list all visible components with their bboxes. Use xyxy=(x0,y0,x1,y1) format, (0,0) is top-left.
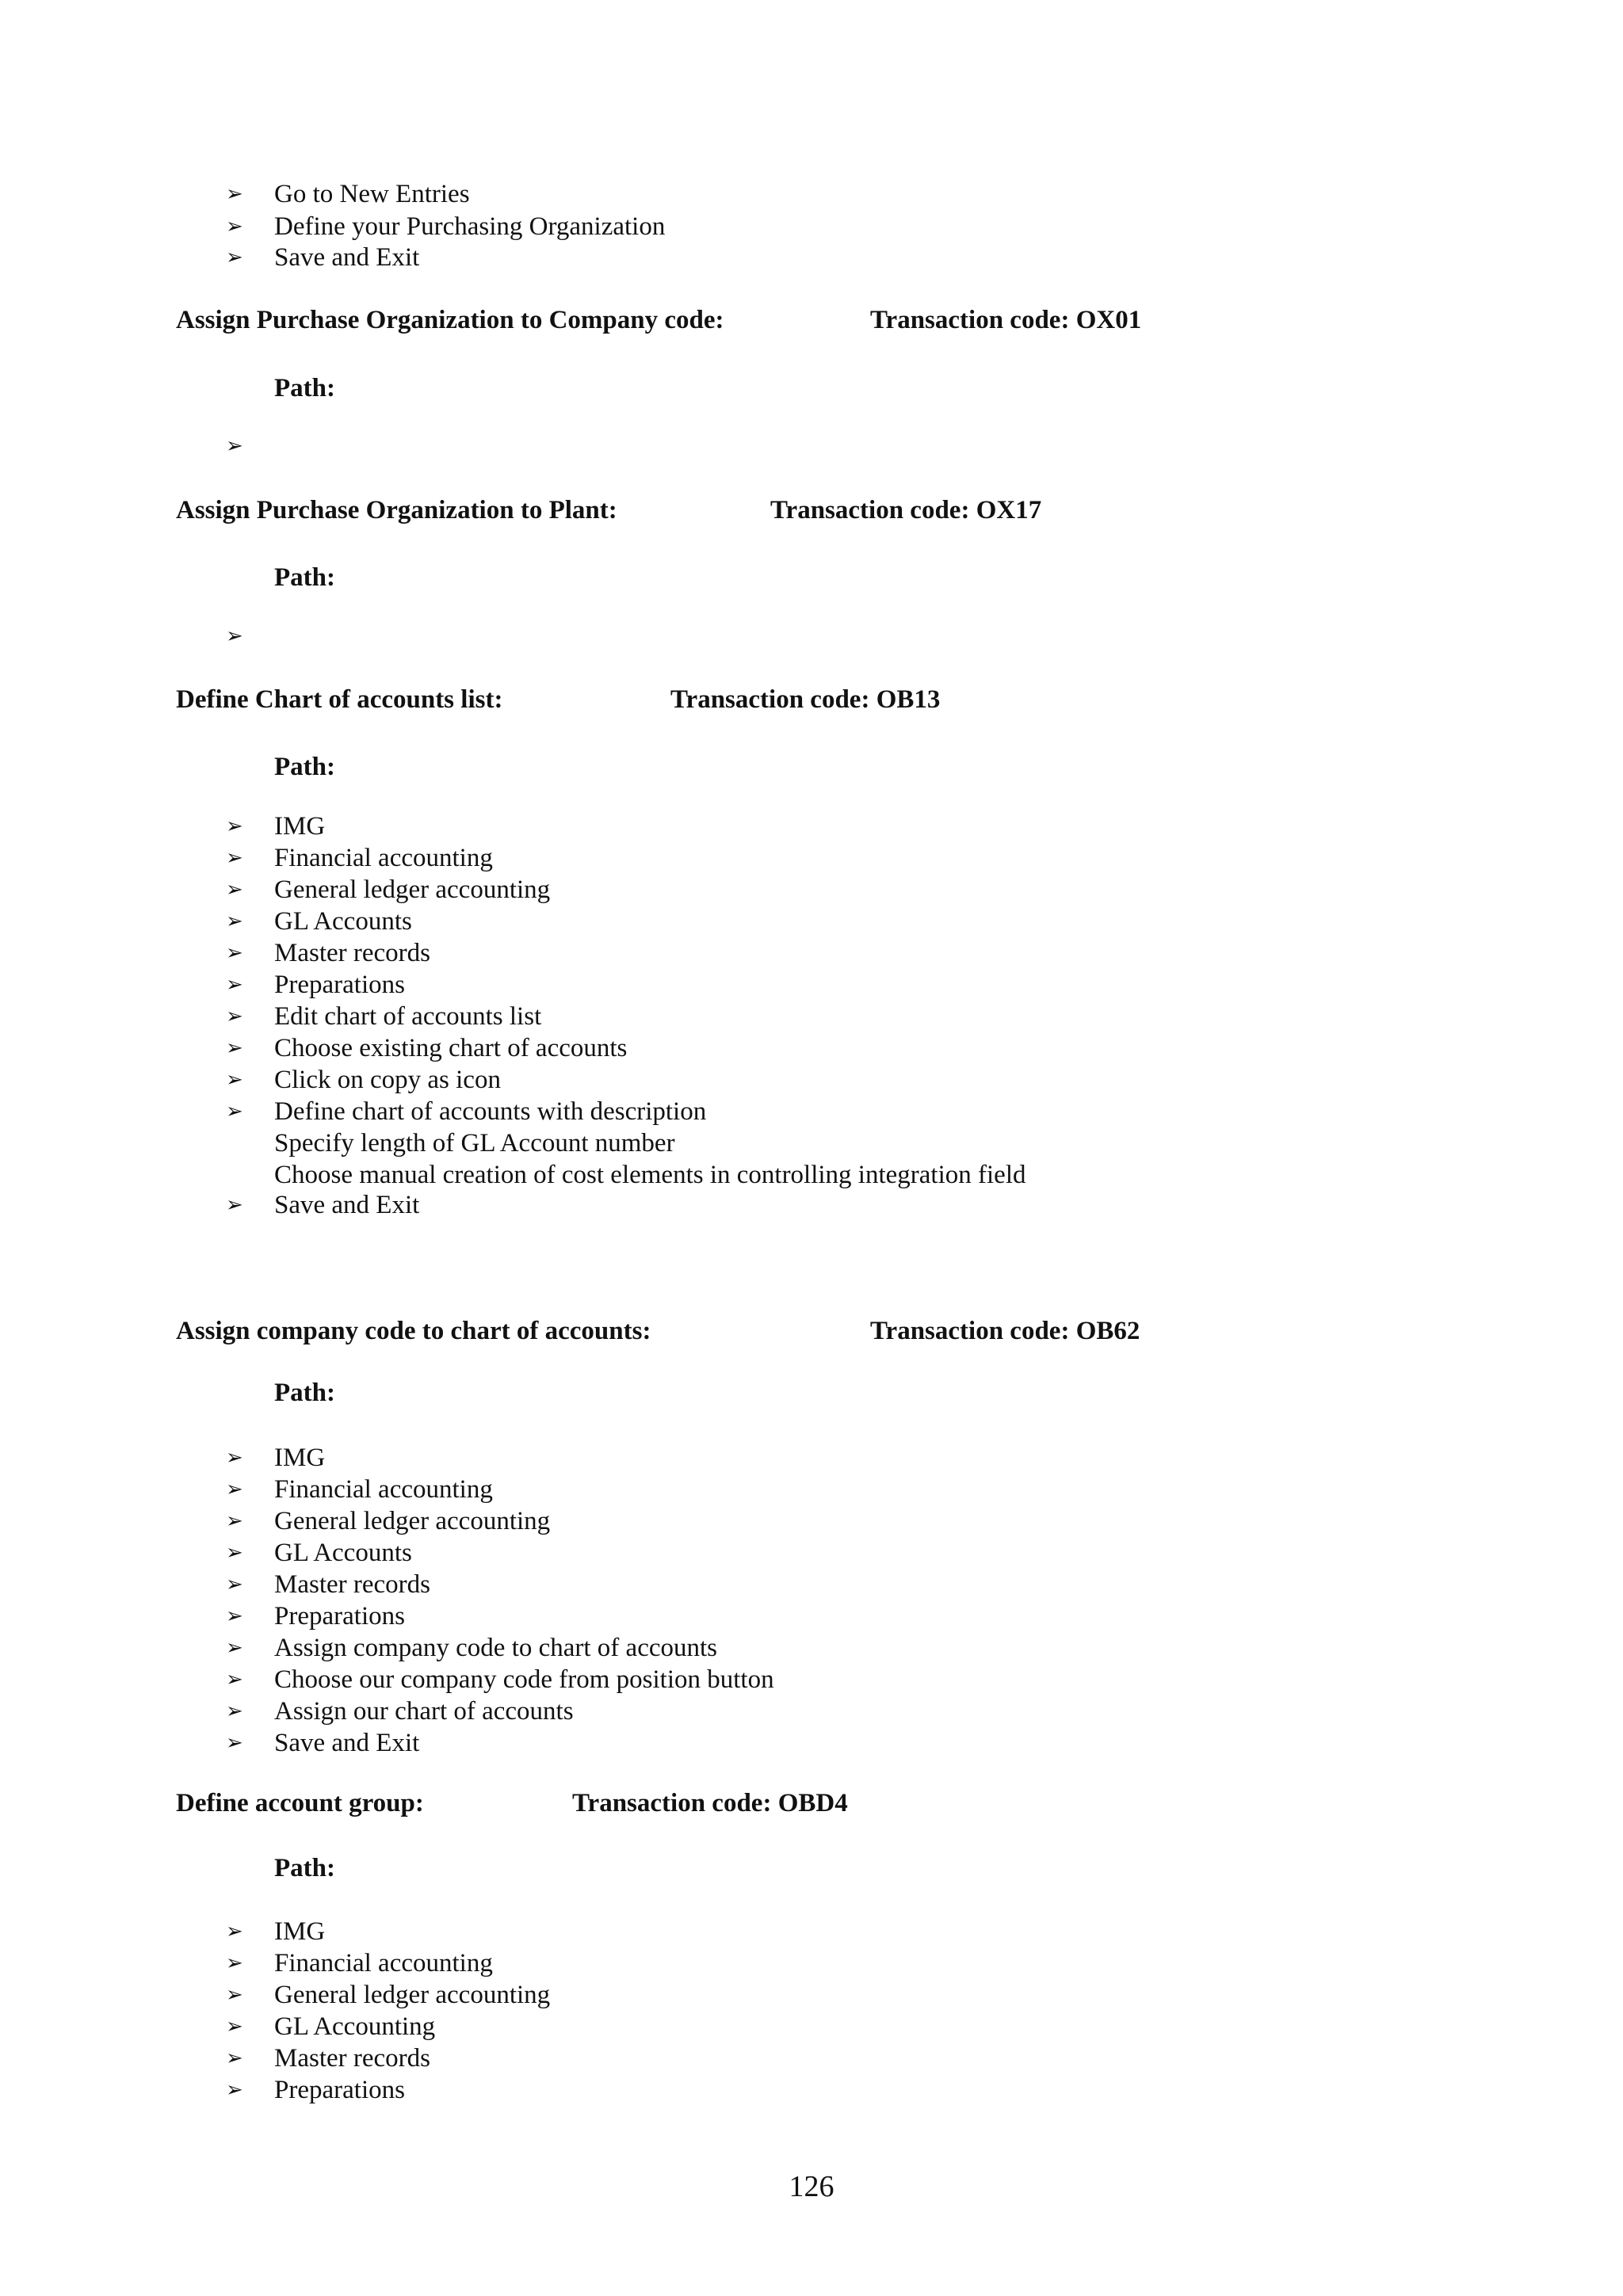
bullet-text: IMG xyxy=(274,1444,326,1472)
arrow-bullet-icon: ➢ xyxy=(226,1604,243,1628)
bullet-text: Financial accounting xyxy=(274,844,493,872)
bullet-text: Choose existing chart of accounts xyxy=(274,1034,628,1062)
arrow-bullet-icon: ➢ xyxy=(226,182,243,206)
bullet-text: Edit chart of accounts list xyxy=(274,1002,542,1031)
arrow-bullet-icon: ➢ xyxy=(226,1731,243,1755)
bullet-text: General ledger accounting xyxy=(274,1507,551,1535)
section-heading: Assign company code to chart of accounts: xyxy=(176,1317,651,1345)
arrow-bullet-icon: ➢ xyxy=(226,1193,243,1217)
transaction-code: Transaction code: OB62 xyxy=(870,1317,1140,1345)
arrow-bullet-icon: ➢ xyxy=(226,1446,243,1470)
bullet-text: Financial accounting xyxy=(274,1949,493,1978)
arrow-bullet-icon: ➢ xyxy=(226,1509,243,1533)
bullet-text: Save and Exit xyxy=(274,243,420,272)
bullet-text: Preparations xyxy=(274,2076,405,2104)
arrow-bullet-icon: ➢ xyxy=(226,1699,243,1723)
bullet-text: Define your Purchasing Organization xyxy=(274,212,666,241)
arrow-bullet-icon: ➢ xyxy=(226,1983,243,2007)
section-heading: Assign Purchase Organization to Company code: xyxy=(176,306,724,334)
path-label: Path: xyxy=(274,374,335,402)
arrow-bullet-icon: ➢ xyxy=(226,1636,243,1660)
arrow-bullet-icon: ➢ xyxy=(226,1478,243,1501)
arrow-bullet-icon: ➢ xyxy=(226,2046,243,2070)
bullet-text: IMG xyxy=(274,812,326,841)
arrow-bullet-icon: ➢ xyxy=(226,215,243,238)
bullet-text: Assign our chart of accounts xyxy=(274,1697,574,1726)
arrow-bullet-icon: ➢ xyxy=(226,814,243,838)
page-number: 126 xyxy=(789,2170,834,2203)
bullet-text: Save and Exit xyxy=(274,1191,420,1219)
arrow-bullet-icon: ➢ xyxy=(226,246,243,269)
sub-line: Choose manual creation of cost elements in controlling integration field xyxy=(274,1161,1026,1189)
arrow-bullet-icon: ➢ xyxy=(226,973,243,997)
bullet-text: Save and Exit xyxy=(274,1729,420,1757)
arrow-bullet-icon: ➢ xyxy=(226,2078,243,2102)
path-label: Path: xyxy=(274,1379,335,1407)
transaction-code: Transaction code: OB13 xyxy=(670,685,941,714)
arrow-bullet-icon: ➢ xyxy=(226,1573,243,1596)
transaction-code: Transaction code: OX01 xyxy=(870,306,1142,334)
bullet-text: General ledger accounting xyxy=(274,875,551,904)
arrow-bullet-icon: ➢ xyxy=(226,1068,243,1092)
bullet-text: GL Accounts xyxy=(274,1539,412,1567)
bullet-text: GL Accounts xyxy=(274,907,412,936)
arrow-bullet-icon: ➢ xyxy=(226,1036,243,1060)
arrow-bullet-icon: ➢ xyxy=(226,1100,243,1123)
section-heading: Define account group: xyxy=(176,1789,424,1817)
bullet-text: Master records xyxy=(274,939,431,967)
bullet-text: Click on copy as icon xyxy=(274,1066,501,1094)
sub-line: Specify length of GL Account number xyxy=(274,1129,675,1158)
arrow-bullet-icon: ➢ xyxy=(226,624,243,648)
arrow-bullet-icon: ➢ xyxy=(226,1951,243,1975)
bullet-text: Master records xyxy=(274,2044,431,2073)
arrow-bullet-icon: ➢ xyxy=(226,1920,243,1943)
bullet-text: IMG xyxy=(274,1917,326,1946)
bullet-text: Master records xyxy=(274,1570,431,1599)
bullet-text: Choose our company code from position button xyxy=(274,1665,774,1694)
arrow-bullet-icon: ➢ xyxy=(226,1005,243,1028)
path-label: Path: xyxy=(274,753,335,781)
bullet-text: Define chart of accounts with description xyxy=(274,1097,707,1126)
bullet-text: Financial accounting xyxy=(274,1475,493,1504)
arrow-bullet-icon: ➢ xyxy=(226,941,243,965)
bullet-text: Preparations xyxy=(274,971,405,999)
transaction-code: Transaction code: OX17 xyxy=(770,496,1042,524)
bullet-text: Assign company code to chart of accounts xyxy=(274,1634,718,1662)
section-heading: Assign Purchase Organization to Plant: xyxy=(176,496,617,524)
path-label: Path: xyxy=(274,1854,335,1882)
bullet-text: Preparations xyxy=(274,1602,405,1630)
bullet-text: Go to New Entries xyxy=(274,180,470,208)
arrow-bullet-icon: ➢ xyxy=(226,910,243,933)
bullet-text: GL Accounting xyxy=(274,2012,436,2041)
arrow-bullet-icon: ➢ xyxy=(226,434,243,458)
section-heading: Define Chart of accounts list: xyxy=(176,685,503,714)
arrow-bullet-icon: ➢ xyxy=(226,846,243,870)
arrow-bullet-icon: ➢ xyxy=(226,2015,243,2039)
path-label: Path: xyxy=(274,563,335,592)
arrow-bullet-icon: ➢ xyxy=(226,1541,243,1565)
arrow-bullet-icon: ➢ xyxy=(226,1668,243,1691)
arrow-bullet-icon: ➢ xyxy=(226,878,243,902)
transaction-code: Transaction code: OBD4 xyxy=(572,1789,848,1817)
bullet-text: General ledger accounting xyxy=(274,1981,551,2009)
